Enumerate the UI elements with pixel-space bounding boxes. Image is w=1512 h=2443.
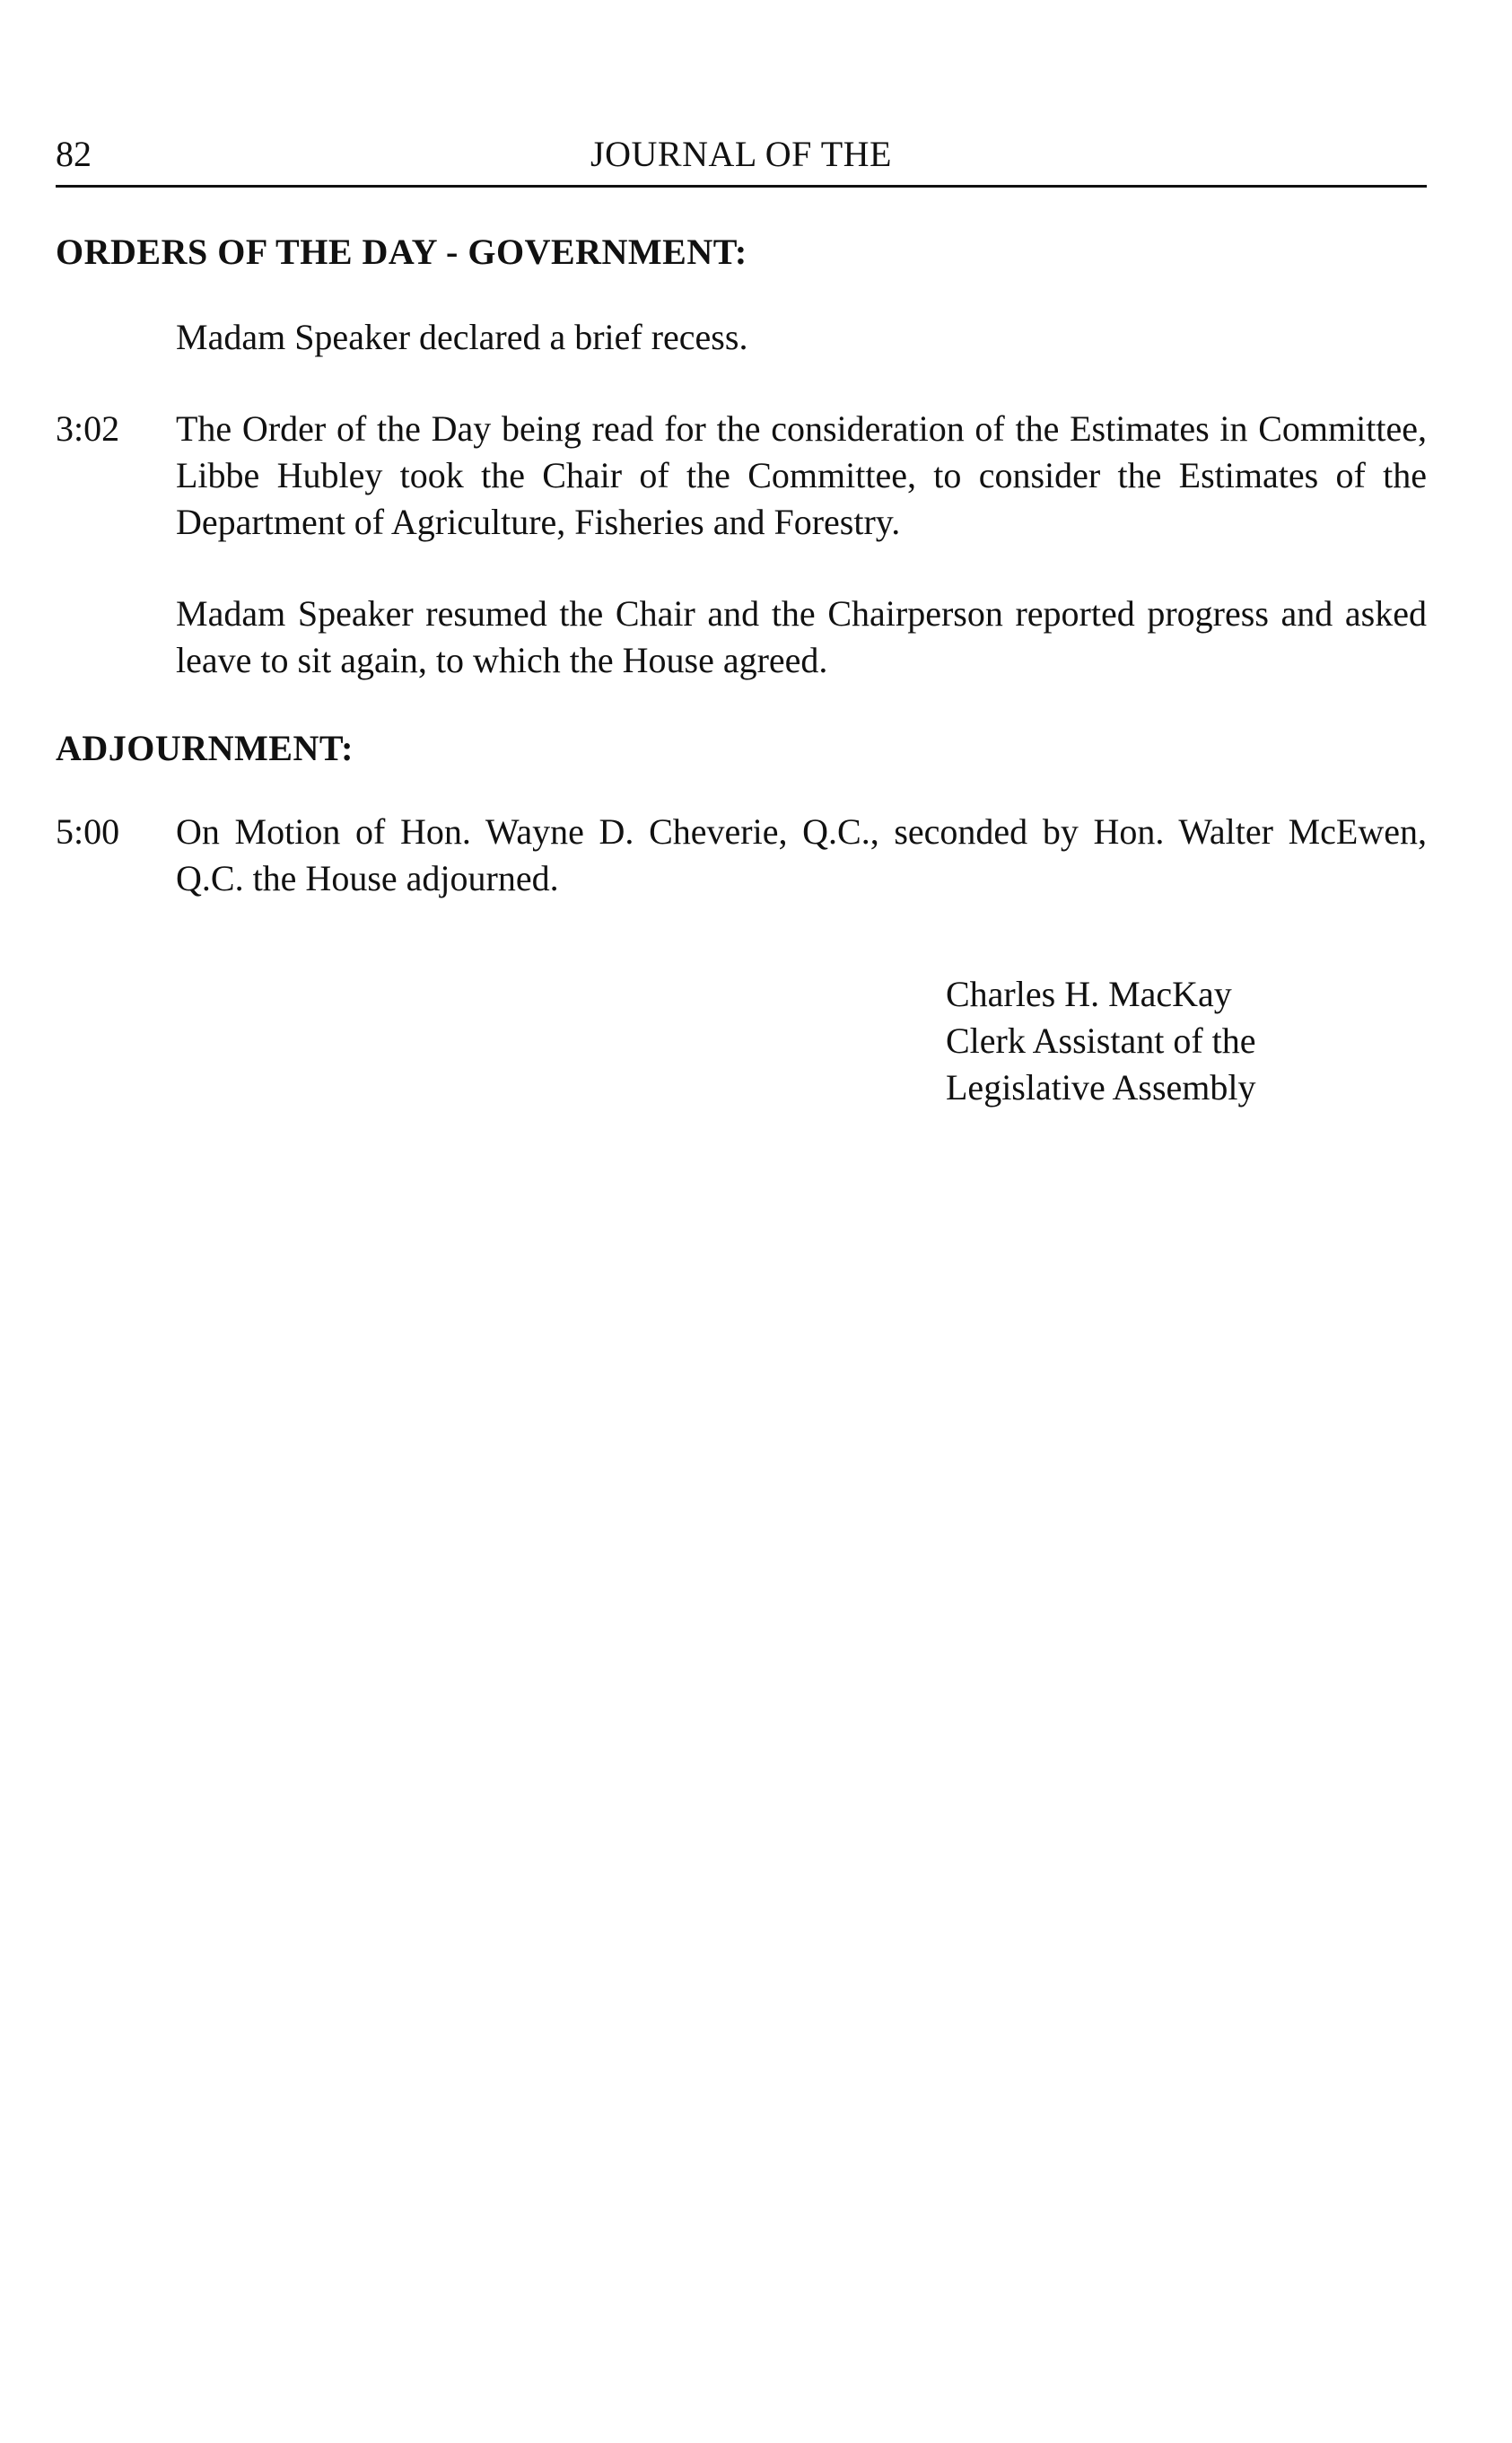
orders-of-the-day-heading: ORDERS OF THE DAY - GOVERNMENT: — [56, 232, 747, 272]
entry-time: 5:00 — [56, 811, 120, 852]
recess-text: Madam Speaker declared a brief recess. — [176, 317, 748, 357]
adjournment-heading: ADJOURNMENT: — [56, 728, 354, 768]
adjournment-entry — [56, 809, 1427, 902]
signatory-title-line2: Legislative Assembly — [946, 1067, 1256, 1108]
running-title: JOURNAL OF THE — [590, 134, 892, 174]
resumed-entry — [56, 591, 1427, 684]
signatory-title-line1: Clerk Assistant of the — [946, 1020, 1256, 1061]
journal-page — [56, 126, 1427, 902]
estimates-entry — [56, 406, 1427, 546]
signatory-name: Charles H. MacKay — [946, 974, 1232, 1014]
signature-block — [946, 971, 1256, 1111]
resumed-text: Madam Speaker resumed the Chair and the Chairperson reported progress and asked leave to sit again, to which the House agreed. — [176, 593, 1427, 680]
adjournment-text: On Motion of Hon. Wayne D. Cheverie, Q.C., seconded by Hon. Walter McEwen, Q.C. the House adjourned. — [176, 811, 1427, 898]
recess-entry — [56, 314, 1427, 361]
page-number: 82 — [56, 134, 92, 174]
page-header — [56, 126, 1427, 188]
entry-time: 3:02 — [56, 408, 120, 449]
estimates-text: The Order of the Day being read for the consideration of the Estimates in Committee, Libbe Hubley took the Chair of the Committee, to consider the Estimates of the Department of Agriculture, Fisheries and Forestry. — [176, 408, 1427, 542]
